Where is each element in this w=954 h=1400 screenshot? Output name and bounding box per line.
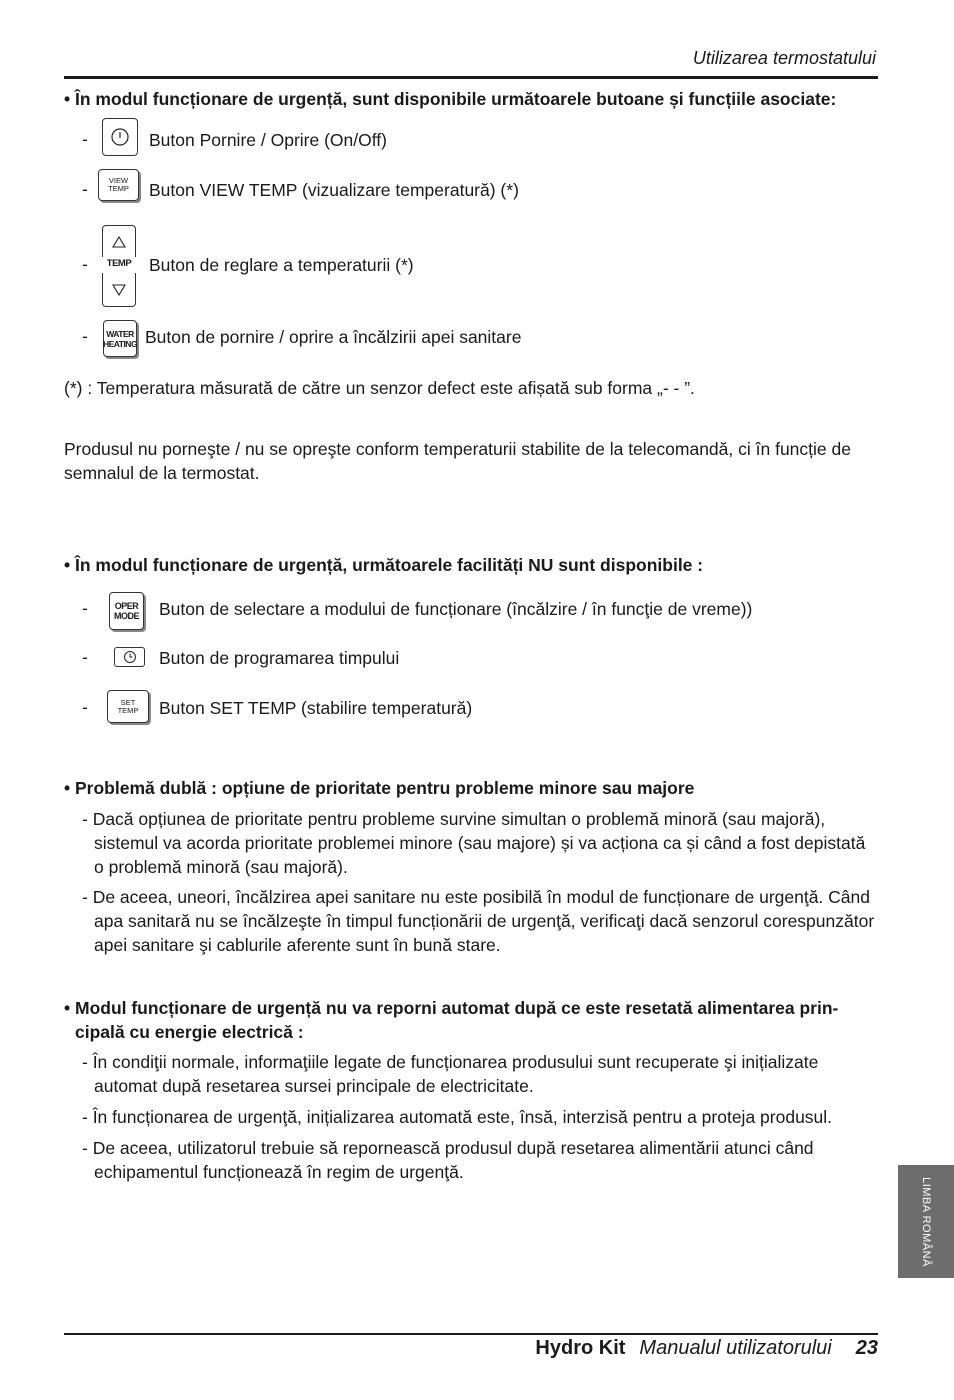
list-item: - Dacă opțiunea de prioritate pentru probleme survine simultan o problemă minoră (sau majoră), sistemul va acorda prioritate problemei minore (sau majore) și va acționa ca și când a fost depistată o problemă minoră (sau majoră). (82, 809, 866, 877)
language-tab (898, 1165, 954, 1278)
list-dash: - (82, 254, 88, 274)
header-rule (64, 76, 878, 79)
water-heating-icon (103, 320, 137, 357)
set-temp-icon-text: SET (120, 697, 136, 707)
unavailable-heading: • În modul funcționare de urgență, următoarele facilități NU sunt disponibile : (64, 555, 704, 575)
set-temp-icon (107, 690, 149, 723)
page-number: 23 (855, 1337, 878, 1359)
set-temp-icon-text: TEMP (117, 705, 139, 715)
list-dash: - (82, 697, 88, 717)
list-item: - De aceea, uneori, încălzirea apei sanitare nu este posibilă în modul de funcționare de urgenţă. Când apa sanitară nu se încălzeşte în timpul funcționării de urgenţă, verificaţi dacă senzorul corespunzător apei sanitare şi cablurile aferente sunt în bună stare. (82, 887, 875, 955)
temp-down-button (102, 273, 136, 307)
footer (535, 1337, 878, 1360)
list-item: Buton de reglare a temperaturii (*) (149, 255, 414, 275)
footer-brand: Hydro Kit (535, 1337, 626, 1359)
running-header: Utilizarea termostatului (692, 48, 876, 68)
list-item: Buton de programarea timpului (159, 648, 400, 668)
oper-mode-icon-text: OPER (114, 601, 139, 611)
oper-mode-icon-text: MODE (114, 611, 139, 621)
oper-mode-icon (109, 592, 144, 630)
list-item: Buton VIEW TEMP (vizualizare temperatură) (*) (149, 180, 519, 200)
temp-adjust-icon (102, 225, 136, 307)
restart-heading: • Modul funcționare de urgență nu va reporni automat după ce este resetată alimentarea principală cu energie electrică : (64, 998, 839, 1042)
view-temp-icon (98, 169, 139, 201)
temp-label: TEMP (106, 258, 132, 269)
footer-manual: Manualul utilizatorului (639, 1337, 832, 1359)
dual-problem-heading: • Problemă dublă : opțiune de prioritate pentru probleme minore sau majore (64, 778, 695, 798)
list-dash: - (82, 647, 88, 667)
view-temp-icon-text: VIEW (108, 176, 129, 185)
temp-up-button (102, 225, 136, 257)
list-item: Buton de selectare a modului de funcționare (încălzire / în funcţie de vreme)) (159, 599, 753, 619)
timer-icon (114, 647, 145, 667)
available-heading: • În modul funcționare de urgență, sunt disponibile următoarele butoane și funcțiile asociate: (64, 89, 837, 109)
list-item: - În condiţii normale, informaţiile legate de funcționarea produsului sunt recuperate şi inițializate automat după resetarea sursei principale de electricitate. (82, 1052, 819, 1096)
power-icon (102, 118, 138, 156)
footer-rule (64, 1333, 878, 1335)
list-dash: - (82, 179, 88, 199)
list-dash: - (82, 598, 88, 618)
list-item: Buton SET TEMP (stabilire temperatură) (159, 698, 473, 718)
view-temp-icon-text: TEMP (108, 184, 129, 193)
water-heating-icon-text: WATER (106, 328, 134, 339)
list-item: Buton Pornire / Oprire (On/Off) (149, 130, 387, 150)
list-item: Buton de pornire / oprire a încălzirii apei sanitare (145, 327, 522, 347)
footnote: (*) : Temperatura măsurată de către un senzor defect este afișată sub forma „- - ”. (64, 378, 695, 398)
list-dash: - (82, 129, 88, 149)
language-tab-label: LIMBA ROMÂNĂ (920, 1176, 932, 1267)
list-item: - De aceea, utilizatorul trebuie să repornească produsul după resetarea alimentării atunci când echipamentul funcționează în regim de urgenţă. (82, 1138, 814, 1182)
water-heating-icon-text: HEATING (102, 338, 138, 349)
list-item: - În funcționarea de urgenţă, inițializarea automată este, însă, interzisă pentru a proteja produsul. (82, 1107, 833, 1127)
list-dash: - (82, 326, 88, 346)
paragraph: Produsul nu porneşte / nu se opreşte conform temperaturii stabilite de la telecomandă, ci în funcție de semnalul de la termostat. (64, 439, 851, 483)
